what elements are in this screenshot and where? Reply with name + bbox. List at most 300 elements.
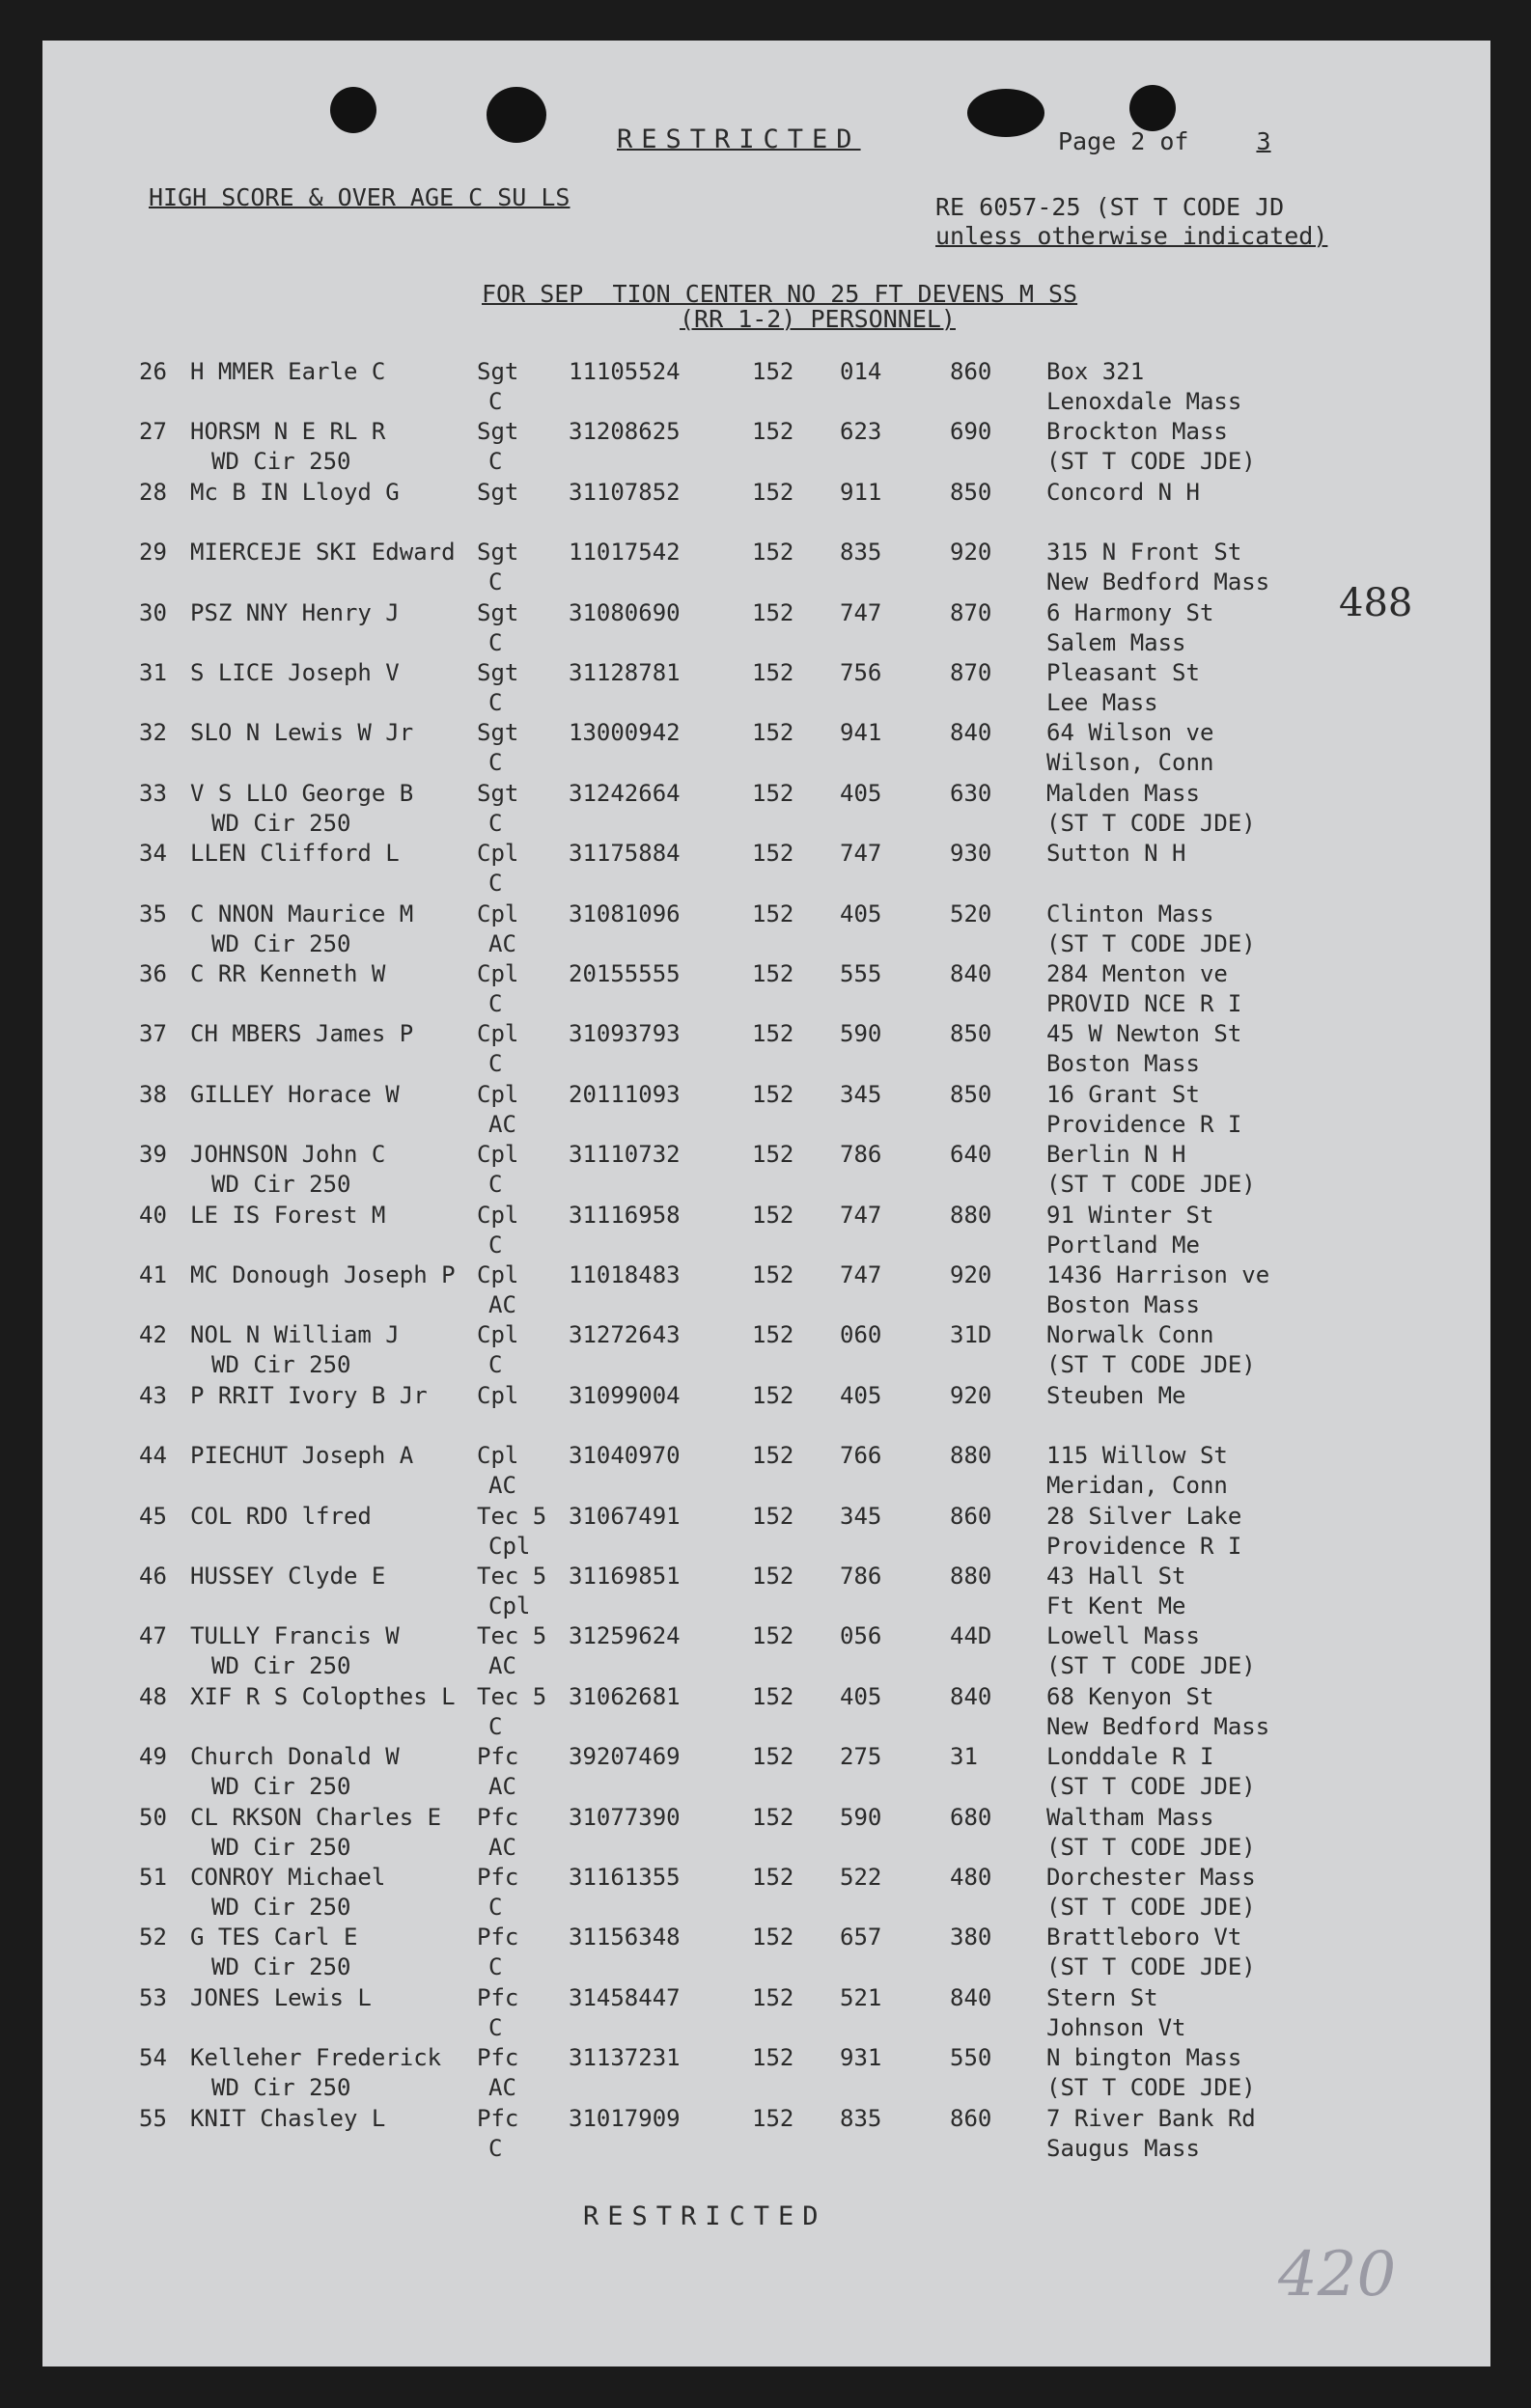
cell-c: 860 [950, 1502, 992, 1530]
table-row [42, 1080, 1490, 1140]
cell-rank2: C [488, 1953, 503, 1981]
cell-addr1: 45 W Newton St [1046, 1020, 1242, 1048]
cell-addr1: N bington Mass [1046, 2044, 1242, 2072]
cell-a: 152 [752, 1141, 794, 1169]
cell-name: Mc B IN Lloyd G [190, 478, 400, 506]
cell-b: 405 [840, 1381, 882, 1409]
cell-sn: 11105524 [569, 358, 681, 385]
page-total: 3 [1256, 127, 1271, 155]
cell-addr2: Saugus Mass [1046, 2134, 1200, 2162]
cell-num: 53 [139, 1983, 167, 2011]
cell-name: S LICE Joseph V [190, 659, 400, 686]
cell-sn: 31242664 [569, 779, 681, 807]
cell-addr1: Clinton Mass [1046, 900, 1214, 927]
cell-name: MC Donough Joseph P [190, 1261, 456, 1288]
cell-a: 152 [752, 539, 794, 567]
cell-rank: Tec 5 [477, 1563, 547, 1590]
cell-sn: 31040970 [569, 1442, 681, 1470]
cell-name: Church Donald W [190, 1743, 400, 1771]
cell-c: 380 [950, 1924, 992, 1951]
cell-addr1: Dorchester Mass [1046, 1864, 1256, 1891]
cell-sn: 31017909 [569, 2104, 681, 2132]
cell-c: 870 [950, 598, 992, 626]
cell-num: 44 [139, 1442, 167, 1470]
cell-b: 590 [840, 1803, 882, 1831]
restricted-header: RESTRICTED [617, 125, 861, 154]
table-row [42, 357, 1490, 417]
cell-name: PSZ NNY Henry J [190, 598, 400, 626]
cell-sn: 31062681 [569, 1682, 681, 1710]
punch-hole [1129, 85, 1176, 131]
cell-c: 840 [950, 719, 992, 747]
cell-name: LE IS Forest M [190, 1201, 386, 1229]
table-row [42, 1983, 1490, 2043]
cell-name: H MMER Earle C [190, 358, 386, 385]
cell-b: 623 [840, 418, 882, 446]
cell-addr2: Johnson Vt [1046, 2013, 1186, 2041]
cell-b: 345 [840, 1502, 882, 1530]
cell-num: 52 [139, 1924, 167, 1951]
cell-addr2: (ST T CODE JDE) [1046, 1833, 1256, 1861]
table-row [42, 1621, 1490, 1681]
cell-a: 152 [752, 598, 794, 626]
cell-addr2: (ST T CODE JDE) [1046, 809, 1256, 837]
cell-b: 766 [840, 1442, 882, 1470]
cell-a: 152 [752, 418, 794, 446]
cell-rank: Pfc [477, 1924, 519, 1951]
cell-addr2: Boston Mass [1046, 1291, 1200, 1318]
cell-addr2: (ST T CODE JDE) [1046, 1953, 1256, 1981]
cell-name: CL RKSON Charles E [190, 1803, 442, 1831]
cell-num: 40 [139, 1201, 167, 1229]
cell-num: 36 [139, 960, 167, 987]
cell-num: 45 [139, 1502, 167, 1530]
table-row [42, 1140, 1490, 1200]
cell-num: 32 [139, 719, 167, 747]
table-row [42, 598, 1490, 658]
cell-rank2: AC [488, 1652, 516, 1680]
cell-num: 55 [139, 2104, 167, 2132]
cell-addr2: (ST T CODE JDE) [1046, 1773, 1256, 1801]
cell-sn: 11018483 [569, 1261, 681, 1288]
cell-rank: Pfc [477, 2044, 519, 2072]
cell-a: 152 [752, 478, 794, 506]
cell-a: 152 [752, 1381, 794, 1409]
cell-b: 521 [840, 1983, 882, 2011]
cell-addr1: Malden Mass [1046, 779, 1200, 807]
cell-addr1: 43 Hall St [1046, 1563, 1186, 1590]
cell-rank: Tec 5 [477, 1622, 547, 1650]
cell-a: 152 [752, 659, 794, 686]
cell-rank2: C [488, 689, 503, 716]
cell-b: 522 [840, 1864, 882, 1891]
cell-b: 835 [840, 2104, 882, 2132]
cell-sn: 31169851 [569, 1563, 681, 1590]
table-row [42, 658, 1490, 718]
cell-c: 880 [950, 1201, 992, 1229]
cell-addr2: Portland Me [1046, 1231, 1200, 1259]
table-row [42, 417, 1490, 477]
cell-b: 345 [840, 1080, 882, 1108]
cell-num: 37 [139, 1020, 167, 1048]
cell-addr2: Providence R I [1046, 1532, 1242, 1560]
cell-name2: WD Cir 250 [211, 448, 351, 476]
restricted-footer: RESTRICTED [583, 2201, 827, 2231]
cell-rank2: AC [488, 1291, 516, 1318]
cell-sn: 31259624 [569, 1622, 681, 1650]
table-row [42, 1923, 1490, 1982]
cell-rank2: C [488, 1171, 503, 1199]
cell-a: 152 [752, 1321, 794, 1349]
table-row [42, 1019, 1490, 1079]
cell-addr1: Box 321 [1046, 358, 1145, 385]
cell-c: 860 [950, 358, 992, 385]
cell-b: 835 [840, 539, 882, 567]
cell-name: NOL N William J [190, 1321, 400, 1349]
cell-addr2: Ft Kent Me [1046, 1592, 1186, 1619]
table-row [42, 538, 1490, 597]
cell-num: 47 [139, 1622, 167, 1650]
cell-addr2: Boston Mass [1046, 1050, 1200, 1078]
cell-c: 840 [950, 1682, 992, 1710]
punch-hole [487, 87, 546, 143]
margin-number: 488 [1339, 581, 1413, 625]
cell-rank2: AC [488, 1773, 516, 1801]
table-row [42, 718, 1490, 778]
cell-addr1: 315 N Front St [1046, 539, 1242, 567]
cell-addr2: (ST T CODE JDE) [1046, 448, 1256, 476]
cell-name: COL RDO lfred [190, 1502, 372, 1530]
cell-b: 786 [840, 1563, 882, 1590]
separation-center-title: FOR SEP TION CENTER NO 25 FT DEVENS M SS [482, 280, 1078, 308]
cell-name: V S LLO George B [190, 779, 414, 807]
cell-rank2: C [488, 388, 503, 415]
cell-c: 880 [950, 1563, 992, 1590]
table-row [42, 1742, 1490, 1802]
cell-addr1: 284 Menton ve [1046, 960, 1228, 987]
cell-num: 27 [139, 418, 167, 446]
cell-name2: WD Cir 250 [211, 929, 351, 957]
table-row [42, 1201, 1490, 1260]
cell-rank2: AC [488, 929, 516, 957]
cell-rank: Sgt [477, 779, 519, 807]
table-row [42, 478, 1490, 538]
table-row [42, 1260, 1490, 1320]
cell-a: 152 [752, 1201, 794, 1229]
cell-b: 405 [840, 779, 882, 807]
cell-name: JOHNSON John C [190, 1141, 386, 1169]
cell-addr1: 6 Harmony St [1046, 598, 1214, 626]
cell-sn: 31077390 [569, 1803, 681, 1831]
cell-b: 014 [840, 358, 882, 385]
document-page [42, 41, 1490, 2366]
cell-name2: WD Cir 250 [211, 1894, 351, 1921]
cell-sn: 31137231 [569, 2044, 681, 2072]
cell-rank: Cpl [477, 1261, 519, 1288]
cell-b: 275 [840, 1743, 882, 1771]
cell-b: 747 [840, 1201, 882, 1229]
cell-rank: Cpl [477, 1381, 519, 1409]
cell-b: 060 [840, 1321, 882, 1349]
table-row [42, 900, 1490, 959]
cell-a: 152 [752, 358, 794, 385]
cell-a: 152 [752, 1080, 794, 1108]
cell-addr2: Wilson, Conn [1046, 749, 1214, 777]
cell-c: 920 [950, 1381, 992, 1409]
cell-name: SLO N Lewis W Jr [190, 719, 414, 747]
cell-rank: Cpl [477, 960, 519, 987]
cell-addr1: 91 Winter St [1046, 1201, 1214, 1229]
cell-a: 152 [752, 1983, 794, 2011]
cell-rank: Sgt [477, 358, 519, 385]
cell-addr1: 64 Wilson ve [1046, 719, 1214, 747]
cell-b: 405 [840, 900, 882, 927]
cell-num: 43 [139, 1381, 167, 1409]
cell-b: 590 [840, 1020, 882, 1048]
cell-sn: 31099004 [569, 1381, 681, 1409]
cell-num: 39 [139, 1141, 167, 1169]
cell-rank: Sgt [477, 418, 519, 446]
cell-sn: 31080690 [569, 598, 681, 626]
cell-rank: Sgt [477, 719, 519, 747]
cell-c: 880 [950, 1442, 992, 1470]
cell-b: 786 [840, 1141, 882, 1169]
cell-rank2: C [488, 2013, 503, 2041]
cell-rank: Sgt [477, 478, 519, 506]
cell-c: 920 [950, 539, 992, 567]
cell-name: PIECHUT Joseph A [190, 1442, 414, 1470]
cell-c: 630 [950, 779, 992, 807]
cell-c: 690 [950, 418, 992, 446]
table-row [42, 1441, 1490, 1501]
cell-a: 152 [752, 1803, 794, 1831]
reference-line: RE 6057-25 (ST T CODE JD [935, 193, 1285, 221]
cell-b: 747 [840, 1261, 882, 1288]
cell-c: 480 [950, 1864, 992, 1891]
cell-rank: Pfc [477, 1983, 519, 2011]
cell-c: 850 [950, 1080, 992, 1108]
table-row [42, 839, 1490, 899]
cell-sn: 31175884 [569, 840, 681, 868]
cell-a: 152 [752, 1502, 794, 1530]
cell-addr2: Lee Mass [1046, 689, 1158, 716]
cell-num: 34 [139, 840, 167, 868]
cell-b: 657 [840, 1924, 882, 1951]
cell-sn: 31458447 [569, 1983, 681, 2011]
cell-addr2: New Bedford Mass [1046, 1712, 1270, 1740]
cell-c: 860 [950, 2104, 992, 2132]
cell-rank2: C [488, 1231, 503, 1259]
cell-num: 26 [139, 358, 167, 385]
cell-name: KNIT Chasley L [190, 2104, 386, 2132]
cell-addr2: (ST T CODE JDE) [1046, 1351, 1256, 1379]
cell-sn: 20155555 [569, 960, 681, 987]
cell-c: 640 [950, 1141, 992, 1169]
cell-name: XIF R S Colopthes L [190, 1682, 456, 1710]
cell-num: 30 [139, 598, 167, 626]
cell-name: MIERCEJE SKI Edward [190, 539, 456, 567]
cell-name: HUSSEY Clyde E [190, 1563, 386, 1590]
cell-addr1: Sutton N H [1046, 840, 1186, 868]
cell-addr2: (ST T CODE JDE) [1046, 1652, 1256, 1680]
cell-b: 756 [840, 659, 882, 686]
cell-rank2: C [488, 749, 503, 777]
cell-rank2: C [488, 2134, 503, 2162]
cell-addr1: Norwalk Conn [1046, 1321, 1214, 1349]
cell-rank2: AC [488, 1833, 516, 1861]
cell-rank: Tec 5 [477, 1682, 547, 1710]
cell-addr1: Brattleboro Vt [1046, 1924, 1242, 1951]
cell-num: 48 [139, 1682, 167, 1710]
cell-b: 931 [840, 2044, 882, 2072]
cell-name2: WD Cir 250 [211, 809, 351, 837]
cell-rank: Cpl [477, 1321, 519, 1349]
cell-rank: Cpl [477, 900, 519, 927]
cell-name: JONES Lewis L [190, 1983, 372, 2011]
cell-a: 152 [752, 900, 794, 927]
cell-rank2: C [488, 568, 503, 596]
table-row [42, 959, 1490, 1019]
cell-rank2: C [488, 1050, 503, 1078]
cell-c: 550 [950, 2044, 992, 2072]
punch-hole [967, 89, 1044, 137]
cell-addr1: 7 River Bank Rd [1046, 2104, 1256, 2132]
cell-addr1: Waltham Mass [1046, 1803, 1214, 1831]
cell-sn: 31110732 [569, 1141, 681, 1169]
cell-rank: Pfc [477, 2104, 519, 2132]
cell-c: 31 [950, 1743, 978, 1771]
cell-a: 152 [752, 1020, 794, 1048]
cell-name: P RRIT Ivory B Jr [190, 1381, 428, 1409]
cell-a: 152 [752, 1743, 794, 1771]
cell-sn: 31208625 [569, 418, 681, 446]
table-row [42, 1320, 1490, 1380]
cell-b: 405 [840, 1682, 882, 1710]
cell-addr1: 16 Grant St [1046, 1080, 1200, 1108]
cell-rank2: C [488, 1712, 503, 1740]
cell-rank: Pfc [477, 1864, 519, 1891]
cell-addr2: PROVID NCE R I [1046, 990, 1242, 1017]
cell-num: 42 [139, 1321, 167, 1349]
cell-addr2: (ST T CODE JDE) [1046, 929, 1256, 957]
cell-sn: 31067491 [569, 1502, 681, 1530]
cell-a: 152 [752, 1442, 794, 1470]
cell-a: 152 [752, 2104, 794, 2132]
cell-num: 29 [139, 539, 167, 567]
cell-addr1: Pleasant St [1046, 659, 1200, 686]
cell-name: Kelleher Frederick [190, 2044, 442, 2072]
cell-name: CH MBERS James P [190, 1020, 414, 1048]
document-title: HIGH SCORE & OVER AGE C SU LS [149, 183, 571, 211]
cell-name2: WD Cir 250 [211, 1953, 351, 1981]
table-row [42, 2104, 1490, 2164]
cell-a: 152 [752, 2044, 794, 2072]
cell-rank: Pfc [477, 1743, 519, 1771]
cell-sn: 13000942 [569, 719, 681, 747]
cell-rank: Sgt [477, 659, 519, 686]
cell-b: 941 [840, 719, 882, 747]
cell-num: 41 [139, 1261, 167, 1288]
cell-c: 840 [950, 1983, 992, 2011]
cell-addr1: Brockton Mass [1046, 418, 1228, 446]
cell-c: 870 [950, 659, 992, 686]
cell-num: 38 [139, 1080, 167, 1108]
punch-hole [330, 87, 376, 133]
cell-name2: WD Cir 250 [211, 2074, 351, 2102]
cell-a: 152 [752, 719, 794, 747]
cell-rank2: C [488, 1351, 503, 1379]
cell-rank2: Cpl [488, 1592, 531, 1619]
cell-rank: Pfc [477, 1803, 519, 1831]
cell-name2: WD Cir 250 [211, 1171, 351, 1199]
cell-rank: Tec 5 [477, 1502, 547, 1530]
cell-addr1: 1436 Harrison ve [1046, 1261, 1270, 1288]
table-row [42, 1502, 1490, 1562]
cell-addr2: New Bedford Mass [1046, 568, 1270, 596]
cell-addr2: (ST T CODE JDE) [1046, 1171, 1256, 1199]
cell-sn: 39207469 [569, 1743, 681, 1771]
cell-name2: WD Cir 250 [211, 1652, 351, 1680]
cell-rank2: AC [488, 1472, 516, 1500]
cell-sn: 31272643 [569, 1321, 681, 1349]
cell-addr1: Lowell Mass [1046, 1622, 1200, 1650]
cell-sn: 11017542 [569, 539, 681, 567]
cell-rank2: C [488, 1894, 503, 1921]
cell-rank2: C [488, 448, 503, 476]
table-row [42, 1682, 1490, 1742]
cell-a: 152 [752, 960, 794, 987]
cell-name: TULLY Francis W [190, 1622, 400, 1650]
cell-a: 152 [752, 1864, 794, 1891]
cell-rank: Cpl [477, 1141, 519, 1169]
cell-name: HORSM N E RL R [190, 418, 386, 446]
cell-b: 747 [840, 598, 882, 626]
cell-rank: Cpl [477, 1080, 519, 1108]
cell-c: 31D [950, 1321, 992, 1349]
cell-b: 056 [840, 1622, 882, 1650]
cell-num: 35 [139, 900, 167, 927]
cell-rank: Sgt [477, 598, 519, 626]
cell-name: LLEN Clifford L [190, 840, 400, 868]
cell-sn: 31128781 [569, 659, 681, 686]
cell-a: 152 [752, 779, 794, 807]
cell-addr2: Meridan, Conn [1046, 1472, 1228, 1500]
cell-rank: Cpl [477, 1442, 519, 1470]
cell-name: G TES Carl E [190, 1924, 358, 1951]
cell-rank: Cpl [477, 840, 519, 868]
cell-num: 31 [139, 659, 167, 686]
cell-c: 850 [950, 478, 992, 506]
cell-a: 152 [752, 1924, 794, 1951]
cell-rank2: C [488, 990, 503, 1017]
table-row [42, 1562, 1490, 1621]
cell-num: 51 [139, 1864, 167, 1891]
cell-c: 840 [950, 960, 992, 987]
cell-b: 747 [840, 840, 882, 868]
cell-rank: Sgt [477, 539, 519, 567]
handwritten-number: 420 [1278, 2239, 1397, 2311]
cell-addr1: Londdale R I [1046, 1743, 1214, 1771]
cell-num: 46 [139, 1563, 167, 1590]
cell-addr2: Providence R I [1046, 1110, 1242, 1138]
cell-name: C RR Kenneth W [190, 960, 386, 987]
cell-rank2: C [488, 809, 503, 837]
cell-rank2: C [488, 870, 503, 898]
cell-a: 152 [752, 1622, 794, 1650]
table-row [42, 2043, 1490, 2103]
cell-c: 680 [950, 1803, 992, 1831]
cell-sn: 20111093 [569, 1080, 681, 1108]
